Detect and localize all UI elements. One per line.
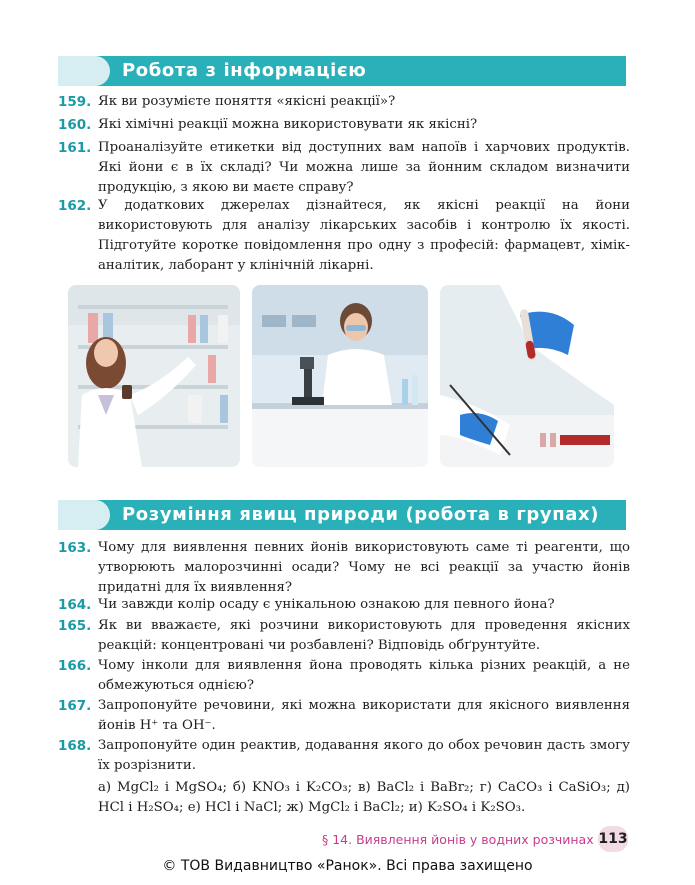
section-header-tab xyxy=(58,500,110,530)
page-number: 113 xyxy=(598,826,628,852)
task-160 xyxy=(58,115,630,135)
task-text: Чому для виявлення певних йонів використовують саме ті реагенти, що утворюють малорозчинні осади? Чому не всі реакції за участю йонів придатні для їх виявлення? xyxy=(98,540,630,595)
task-number: 167. xyxy=(58,698,92,714)
photo-lab-microscope xyxy=(252,285,428,467)
task-number: 166. xyxy=(58,658,92,674)
task-162 xyxy=(58,196,630,276)
task-159 xyxy=(58,92,630,112)
section-title: Розуміння явищ природи (робота в групах) xyxy=(122,504,600,525)
task-number: 162. xyxy=(58,198,92,214)
task-text: Чи завжди колір осаду є унікальною ознакою для певного йона? xyxy=(98,597,555,612)
section-header-information xyxy=(58,56,626,86)
task-number: 163. xyxy=(58,540,92,556)
task-168 xyxy=(58,736,630,776)
task-text: Запропонуйте один реактив, додавання якого до обох речовин дасть змогу їх розрізнити. xyxy=(98,738,630,773)
task-165 xyxy=(58,616,630,656)
section-header-tab xyxy=(58,56,110,86)
task-text: Запропонуйте речовини, які можна використати для якісного виявлення йонів H⁺ та OH⁻. xyxy=(98,698,630,733)
copyright: © ТОВ Видавництво «Ранок». Всі права захищено xyxy=(162,858,533,874)
task-166 xyxy=(58,656,630,696)
task-number: 164. xyxy=(58,597,92,613)
task-text: Як ви вважаєте, які розчини використовують для проведення якісних реакцій: концентровані чи розбавлені? Відповідь обґрунтуйте. xyxy=(98,618,630,653)
task-text: Які хімічні реакції можна використовувати як якісні? xyxy=(98,117,478,132)
task-161 xyxy=(58,138,630,198)
task-167 xyxy=(58,696,630,736)
task-164 xyxy=(58,595,630,615)
task-number: 168. xyxy=(58,738,92,754)
task-number: 161. xyxy=(58,140,92,156)
task-number: 165. xyxy=(58,618,92,634)
task-text: Чому інколи для виявлення йона проводять кілька різних реакцій, а не обмежуються однією? xyxy=(98,658,630,693)
task-options: а) MgCl₂ і MgSO₄; б) KNO₃ і K₂CO₃; в) BaCl₂ і BaBr₂; г) CaCO₃ і CaSiO₃; д) HCl і H₂SO₄; е) HCl і NaCl; ж) MgCl₂ і BaCl₂; и) K₂SO₄ і K₂SO₃. xyxy=(98,780,630,815)
task-text: Проаналізуйте етикетки від доступних вам напоїв і харчових продуктів. Які йони є в їх складі? Чи можна лише за йонним складом визначити продукцію, з якою ви маєте справу? xyxy=(98,140,630,195)
task-number: 159. xyxy=(58,94,92,110)
section-header-nature-phenomena xyxy=(58,500,626,530)
task-number: 160. xyxy=(58,117,92,133)
task-text: Як ви розумієте поняття «якісні реакції»? xyxy=(98,94,396,109)
photo-test-tube xyxy=(440,285,614,467)
task-text: У додаткових джерелах дізнайтеся, як якісні реакції на йони використовують для аналізу лікарських засобів і контролю їх якості. Підготуйте коротке повідомлення про одну з професій: фармацевт, хімік-аналітик, лаборант у клінічній лікарні. xyxy=(98,198,630,273)
task-163 xyxy=(58,538,630,598)
task-168-options xyxy=(58,778,630,818)
section-title: Робота з інформацією xyxy=(122,60,367,81)
footer-paragraph-title: § 14. Виявлення йонів у водних розчинах xyxy=(322,832,594,847)
photo-pharmacist xyxy=(68,285,240,467)
